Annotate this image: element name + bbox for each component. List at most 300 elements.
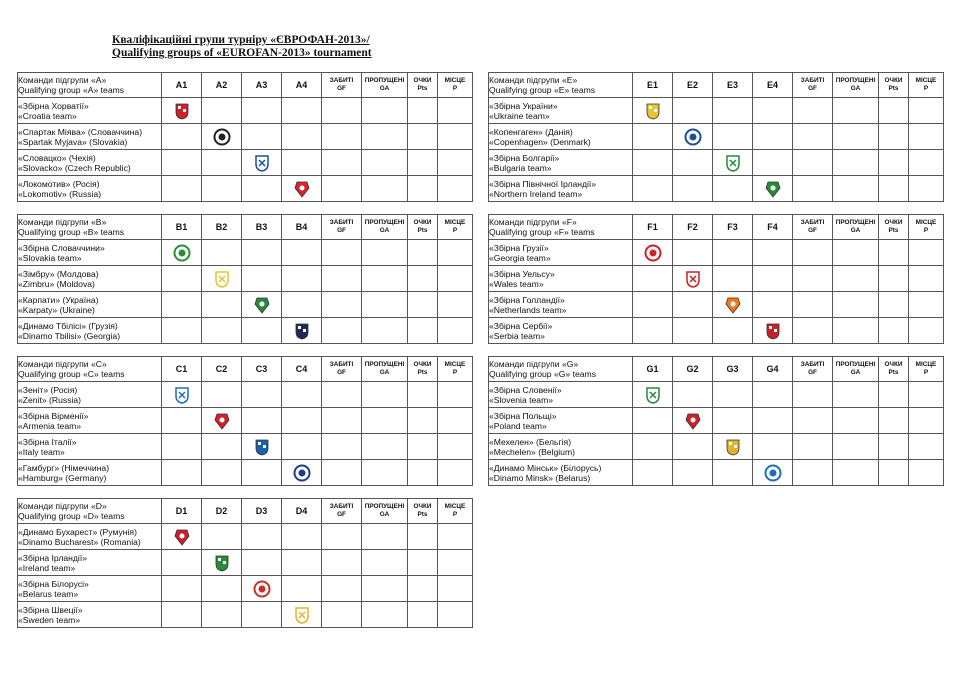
match-cell	[242, 550, 282, 576]
gf-header: ЗАБИТІ GF	[793, 215, 833, 240]
match-cell	[633, 318, 673, 344]
match-cell	[282, 524, 322, 550]
match-cell	[753, 382, 793, 408]
stat-cell	[438, 318, 473, 344]
team-row	[18, 98, 473, 124]
team-name-en: «Karpaty» (Ukraine)	[18, 304, 95, 315]
team-row	[18, 176, 473, 202]
dinamo-minsk-crest-icon	[764, 464, 782, 482]
match-cell	[202, 408, 242, 434]
team-name	[489, 292, 633, 318]
match-cell	[673, 292, 713, 318]
team-name	[18, 576, 162, 602]
position-header: E1	[633, 73, 673, 98]
gf-header: ЗАБИТІ GF	[793, 73, 833, 98]
stat-cell	[408, 150, 438, 176]
stat-cell	[793, 176, 833, 202]
stat-cell	[362, 176, 408, 202]
match-cell	[673, 98, 713, 124]
stat-cell	[833, 408, 879, 434]
stat-cell	[909, 124, 944, 150]
match-cell	[673, 382, 713, 408]
match-cell	[282, 576, 322, 602]
group-header-en: Qualifying group «A» teams	[18, 85, 125, 95]
match-cell	[713, 124, 753, 150]
stat-cell	[879, 292, 909, 318]
wales-crest-icon	[684, 270, 702, 288]
match-cell	[713, 292, 753, 318]
team-name	[18, 98, 162, 124]
match-cell	[673, 408, 713, 434]
team-name-uk: «Карпати» (Україна)	[18, 294, 99, 305]
stat-cell	[438, 602, 473, 628]
team-row	[489, 240, 944, 266]
pts-header: ОЧКИ Pts	[879, 73, 909, 98]
stat-cell	[909, 176, 944, 202]
ga-header: ПРОПУЩЕНІ GA	[833, 73, 879, 98]
team-name	[489, 98, 633, 124]
stat-cell	[408, 124, 438, 150]
stat-cell	[362, 550, 408, 576]
team-name-uk: «Спартак Міява» (Словаччина)	[18, 126, 143, 137]
group-header-row	[489, 357, 944, 382]
stat-cell	[362, 524, 408, 550]
match-cell	[162, 176, 202, 202]
stat-cell	[322, 550, 362, 576]
match-cell	[633, 292, 673, 318]
stat-cell	[322, 318, 362, 344]
match-cell	[282, 434, 322, 460]
match-cell	[162, 408, 202, 434]
team-name-uk: «Копенгаген» (Данія)	[489, 126, 573, 137]
match-cell	[162, 602, 202, 628]
stat-cell	[322, 150, 362, 176]
position-header: D4	[282, 499, 322, 524]
stat-cell	[879, 98, 909, 124]
team-row	[18, 550, 473, 576]
match-cell	[633, 460, 673, 486]
match-cell	[633, 434, 673, 460]
match-cell	[242, 524, 282, 550]
stat-cell	[879, 382, 909, 408]
team-name	[18, 602, 162, 628]
team-name-en: «Poland team»	[489, 420, 547, 431]
group-header-uk: Команди підгрупи «D»	[18, 501, 107, 511]
group-header-row	[18, 357, 473, 382]
match-cell	[242, 240, 282, 266]
stat-cell	[879, 408, 909, 434]
stat-cell	[793, 240, 833, 266]
position-header: B1	[162, 215, 202, 240]
team-name-en: «Ireland team»	[18, 562, 76, 573]
stat-cell	[362, 292, 408, 318]
position-header: D2	[202, 499, 242, 524]
team-name-en: «Dinamo Bucharest» (Romania)	[18, 536, 141, 547]
stat-cell	[408, 408, 438, 434]
team-name-en: «Copenhagen» (Denmark)	[489, 136, 591, 147]
stat-cell	[833, 434, 879, 460]
stat-cell	[438, 124, 473, 150]
stat-cell	[793, 382, 833, 408]
stat-cell	[909, 150, 944, 176]
stat-cell	[322, 266, 362, 292]
match-cell	[202, 240, 242, 266]
team-name-uk: «Збірна Словаччини»	[18, 242, 105, 253]
team-name	[489, 150, 633, 176]
match-cell	[753, 408, 793, 434]
position-header: D1	[162, 499, 202, 524]
place-header: МІСЦЕ P	[909, 73, 944, 98]
stat-cell	[879, 176, 909, 202]
team-name	[489, 240, 633, 266]
team-name	[18, 460, 162, 486]
position-header: F3	[713, 215, 753, 240]
match-cell	[242, 266, 282, 292]
position-header: G1	[633, 357, 673, 382]
position-header: F1	[633, 215, 673, 240]
stat-cell	[408, 550, 438, 576]
stat-cell	[322, 292, 362, 318]
team-name-en: «Armenia team»	[18, 420, 82, 431]
team-name-uk: «Динамо Тбілісі» (Грузія)	[18, 320, 118, 331]
team-name-en: «Lokomotiv» (Russia)	[18, 188, 102, 199]
match-cell	[242, 318, 282, 344]
place-header: МІСЦЕ P	[438, 73, 473, 98]
match-cell	[673, 150, 713, 176]
team-row	[489, 266, 944, 292]
team-name	[489, 408, 633, 434]
team-name-en: «Georgia team»	[489, 252, 551, 263]
match-cell	[633, 266, 673, 292]
team-name	[489, 176, 633, 202]
match-cell	[242, 576, 282, 602]
dinamo-tbilisi-crest-icon	[293, 322, 311, 340]
group-header-en: Qualifying group «D» teams	[18, 511, 125, 521]
match-cell	[713, 434, 753, 460]
match-cell	[242, 434, 282, 460]
match-cell	[202, 460, 242, 486]
croatia-crest-icon	[173, 102, 191, 120]
stat-cell	[879, 434, 909, 460]
match-cell	[633, 124, 673, 150]
team-name	[18, 550, 162, 576]
spartak-myjava-crest-icon	[213, 128, 231, 146]
stat-cell	[833, 460, 879, 486]
stat-cell	[438, 408, 473, 434]
match-cell	[162, 460, 202, 486]
team-name-en: «Slovenia team»	[489, 394, 554, 405]
team-name-en: «Italy team»	[18, 446, 65, 457]
match-cell	[753, 266, 793, 292]
match-cell	[633, 176, 673, 202]
stat-cell	[362, 266, 408, 292]
ga-header: ПРОПУЩЕНІ GA	[833, 215, 879, 240]
team-name	[18, 434, 162, 460]
gf-header: ЗАБИТІ GF	[793, 357, 833, 382]
match-cell	[753, 318, 793, 344]
match-cell	[753, 460, 793, 486]
team-name-uk: «Збірна Хорватії»	[18, 100, 89, 111]
stat-cell	[408, 382, 438, 408]
position-header: G3	[713, 357, 753, 382]
stat-cell	[833, 98, 879, 124]
group-header-row	[18, 499, 473, 524]
stat-cell	[362, 434, 408, 460]
stat-cell	[833, 124, 879, 150]
team-row	[18, 318, 473, 344]
group-header-en: Qualifying group «C» teams	[18, 369, 125, 379]
match-cell	[673, 266, 713, 292]
match-cell	[633, 98, 673, 124]
match-cell	[202, 550, 242, 576]
stat-cell	[833, 176, 879, 202]
position-header: C2	[202, 357, 242, 382]
match-cell	[753, 150, 793, 176]
stat-cell	[322, 98, 362, 124]
match-cell	[753, 98, 793, 124]
match-cell	[162, 318, 202, 344]
stat-cell	[438, 576, 473, 602]
stat-cell	[408, 240, 438, 266]
team-row	[18, 240, 473, 266]
stat-cell	[362, 240, 408, 266]
group-header-row	[489, 73, 944, 98]
team-row	[489, 150, 944, 176]
title-ukrainian: Кваліфікаційні групи турніру «ЄВРОФАН-2013»/	[112, 34, 370, 46]
team-name	[18, 266, 162, 292]
match-cell	[162, 292, 202, 318]
team-name	[18, 240, 162, 266]
match-cell	[242, 382, 282, 408]
match-cell	[673, 460, 713, 486]
stat-cell	[879, 150, 909, 176]
position-header: D3	[242, 499, 282, 524]
position-header: A2	[202, 73, 242, 98]
match-cell	[282, 602, 322, 628]
match-cell	[673, 434, 713, 460]
team-row	[489, 318, 944, 344]
zenit-crest-icon	[173, 386, 191, 404]
stat-cell	[879, 460, 909, 486]
pts-header: ОЧКИ Pts	[408, 215, 438, 240]
team-name-en: «Dinamo Tbilisi» (Georgia)	[18, 330, 121, 341]
stat-cell	[362, 150, 408, 176]
team-row	[18, 434, 473, 460]
group-header-label	[18, 215, 162, 240]
team-name-uk: «Динамо Бухарест» (Румунія)	[18, 526, 137, 537]
team-row	[489, 408, 944, 434]
stat-cell	[322, 382, 362, 408]
stat-cell	[833, 150, 879, 176]
match-cell	[753, 176, 793, 202]
team-row	[18, 292, 473, 318]
match-cell	[202, 176, 242, 202]
group-header-uk: Команди підгрупи «G»	[489, 359, 579, 369]
group-header-uk: Команди підгрупи «E»	[489, 75, 578, 85]
pts-header: ОЧКИ Pts	[408, 499, 438, 524]
match-cell	[753, 240, 793, 266]
group-header-row	[18, 215, 473, 240]
stat-cell	[438, 240, 473, 266]
group-table	[17, 498, 473, 628]
team-row	[18, 150, 473, 176]
stat-cell	[879, 124, 909, 150]
group-header-row	[18, 73, 473, 98]
group-table	[17, 356, 473, 486]
team-name-uk: «Словацко» (Чехія)	[18, 152, 96, 163]
group-header-label	[18, 73, 162, 98]
team-name	[18, 150, 162, 176]
team-name-uk: «Збірна Ірландії»	[18, 552, 87, 563]
match-cell	[633, 150, 673, 176]
team-name-uk: «Збірна Уельсу»	[489, 268, 555, 279]
stat-cell	[438, 550, 473, 576]
page-title	[112, 34, 372, 60]
position-header: B4	[282, 215, 322, 240]
stat-cell	[322, 408, 362, 434]
stat-cell	[322, 434, 362, 460]
position-header: C1	[162, 357, 202, 382]
stat-cell	[833, 318, 879, 344]
ga-header: ПРОПУЩЕНІ GA	[833, 357, 879, 382]
stat-cell	[362, 318, 408, 344]
bulgaria-crest-icon	[724, 154, 742, 172]
group-header-uk: Команди підгрупи «А»	[18, 75, 107, 85]
ga-header: ПРОПУЩЕНІ GA	[362, 215, 408, 240]
team-name-en: «Spartak Myjava» (Slovakia)	[18, 136, 128, 147]
match-cell	[162, 550, 202, 576]
team-row	[18, 124, 473, 150]
gf-header: ЗАБИТІ GF	[322, 357, 362, 382]
group-header-uk: Команди підгрупи «F»	[489, 217, 577, 227]
group-header-en: Qualifying group «E» teams	[489, 85, 596, 95]
match-cell	[633, 408, 673, 434]
place-header: МІСЦЕ P	[438, 215, 473, 240]
team-name-uk: «Збірна Словенії»	[489, 384, 562, 395]
match-cell	[202, 434, 242, 460]
italy-crest-icon	[253, 438, 271, 456]
stat-cell	[362, 576, 408, 602]
stat-cell	[408, 602, 438, 628]
group-header-row	[489, 215, 944, 240]
match-cell	[282, 98, 322, 124]
team-name	[489, 124, 633, 150]
team-row	[489, 460, 944, 486]
match-cell	[162, 124, 202, 150]
stat-cell	[362, 98, 408, 124]
lokomotiv-crest-icon	[293, 180, 311, 198]
match-cell	[282, 382, 322, 408]
team-name-uk: «Мехелен» (Бельгія)	[489, 436, 572, 447]
match-cell	[242, 98, 282, 124]
karpaty-crest-icon	[253, 296, 271, 314]
stat-cell	[408, 176, 438, 202]
team-row	[489, 124, 944, 150]
team-name	[18, 318, 162, 344]
position-header: A4	[282, 73, 322, 98]
match-cell	[633, 382, 673, 408]
stat-cell	[833, 382, 879, 408]
match-cell	[202, 602, 242, 628]
team-name-en: «Hamburg» (Germany)	[18, 472, 107, 483]
match-cell	[242, 292, 282, 318]
team-name	[489, 434, 633, 460]
slovenia-crest-icon	[644, 386, 662, 404]
mechelen-crest-icon	[724, 438, 742, 456]
position-header: B3	[242, 215, 282, 240]
group-table	[17, 214, 473, 344]
stat-cell	[322, 602, 362, 628]
team-row	[18, 602, 473, 628]
team-name	[18, 176, 162, 202]
team-name-en: «Wales team»	[489, 278, 544, 289]
stat-cell	[322, 240, 362, 266]
match-cell	[162, 150, 202, 176]
team-name-en: «Belarus team»	[18, 588, 79, 599]
stat-cell	[909, 434, 944, 460]
stat-cell	[833, 240, 879, 266]
team-name-uk: «Зімбру» (Молдова)	[18, 268, 99, 279]
stat-cell	[909, 266, 944, 292]
team-name-en: «Mechelen» (Belgium)	[489, 446, 575, 457]
team-name	[18, 408, 162, 434]
match-cell	[753, 292, 793, 318]
team-name	[18, 524, 162, 550]
match-cell	[633, 240, 673, 266]
stat-cell	[793, 318, 833, 344]
hamburg-crest-icon	[289, 464, 315, 482]
team-name-en: «Croatia team»	[18, 110, 77, 121]
position-header: A1	[162, 73, 202, 98]
group-table	[488, 356, 944, 486]
team-name-uk: «Збірна Голландії»	[489, 294, 565, 305]
stat-cell	[793, 150, 833, 176]
dinamo-bucharest-crest-icon	[173, 528, 191, 546]
match-cell	[282, 550, 322, 576]
belarus-crest-icon	[253, 580, 271, 598]
team-row	[18, 382, 473, 408]
stat-cell	[322, 524, 362, 550]
match-cell	[713, 408, 753, 434]
team-name-en: «Dinamo Minsk» (Belarus)	[489, 472, 591, 483]
stat-cell	[362, 602, 408, 628]
match-cell	[673, 318, 713, 344]
team-name-en: «Netherlands team»	[489, 304, 567, 315]
stat-cell	[793, 434, 833, 460]
team-row	[489, 98, 944, 124]
position-header: B2	[202, 215, 242, 240]
position-header: G2	[673, 357, 713, 382]
team-row	[489, 176, 944, 202]
stat-cell	[879, 240, 909, 266]
team-row	[489, 434, 944, 460]
georgia-crest-icon	[644, 244, 662, 262]
sweden-crest-icon	[293, 606, 311, 624]
position-header: G4	[753, 357, 793, 382]
match-cell	[282, 124, 322, 150]
ga-header: ПРОПУЩЕНІ GA	[362, 73, 408, 98]
pts-header: ОЧКИ Pts	[408, 357, 438, 382]
team-row	[489, 382, 944, 408]
match-cell	[202, 124, 242, 150]
team-name-en: «Zenit» (Russia)	[18, 394, 82, 405]
stat-cell	[408, 266, 438, 292]
team-name-en: «Serbia team»	[489, 330, 545, 341]
team-name-uk: «Гамбург» (Німеччина)	[18, 462, 110, 473]
team-name-uk: «Збірна Північної Ірландії»	[489, 178, 597, 189]
team-name-uk: «Збірна Сербії»	[489, 320, 553, 331]
stat-cell	[322, 124, 362, 150]
